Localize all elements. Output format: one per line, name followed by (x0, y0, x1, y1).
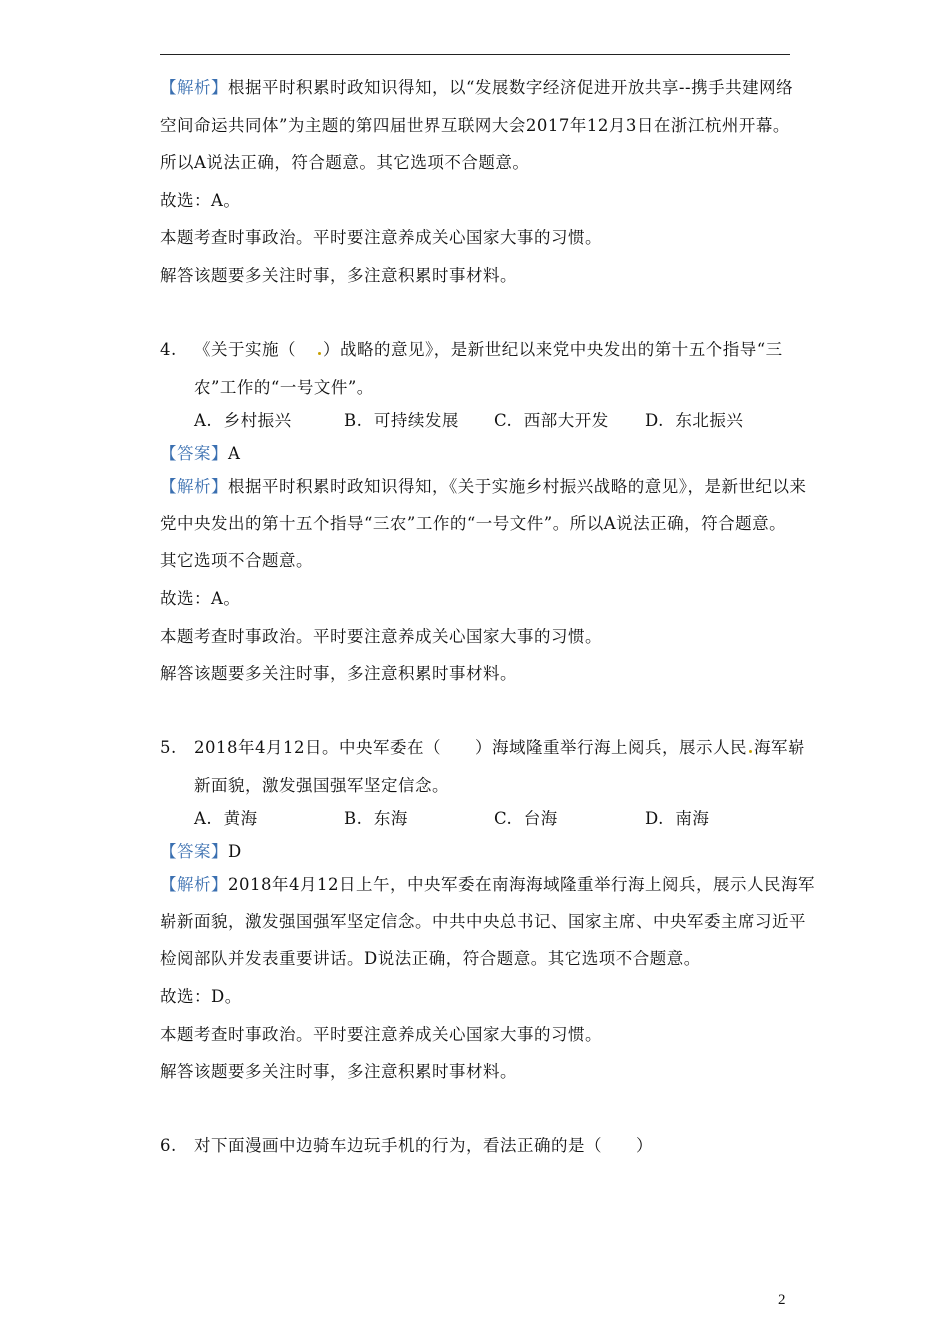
marker-dot (749, 750, 752, 753)
analysis-label: 【解析】 (160, 477, 228, 496)
q4-option-a: A. 乡村振兴 (194, 411, 292, 430)
header-rule (160, 54, 790, 55)
analysis-label: 【解析】 (160, 875, 228, 894)
q5-option-d: D. 南海 (645, 809, 710, 828)
q3-note-1: 本题考查时事政治。平时要注意养成关心国家大事的习惯。 (160, 228, 602, 247)
q4-option-c: C. 西部大开发 (494, 411, 609, 430)
q4-note-2: 解答该题要多关注时事，多注意积累时事材料。 (160, 664, 517, 683)
q5-stem-line-2: 新面貌，激发强国强军坚定信念。 (194, 776, 449, 795)
q5-analysis-line-2: 崭新面貌，激发强国强军坚定信念。中共中央总书记、国家主席、中央军委主席习近平 (160, 912, 806, 931)
q5-stem-line-1: 5. 2018年4月12日。中央军委在（ ）海域隆重举行海上阅兵，展示人民 海军崭 (160, 738, 805, 757)
q3-analysis-line-1: 【解析】根据平时积累时政知识得知，以“发展数字经济促进开放共享--携手共建网络 (160, 78, 794, 97)
q6-stem: 6. 对下面漫画中边骑车边玩手机的行为，看法正确的是（ ） (160, 1136, 653, 1155)
q5-analysis-line-3: 检阅部队并发表重要讲话。D说法正确，符合题意。其它选项不合题意。 (160, 949, 701, 968)
answer-label: 【答案】 (160, 842, 228, 861)
q4-note-1: 本题考查时事政治。平时要注意养成关心国家大事的习惯。 (160, 627, 602, 646)
page-number: 2 (778, 1292, 786, 1308)
q5-note-1: 本题考查时事政治。平时要注意养成关心国家大事的习惯。 (160, 1025, 602, 1044)
q3-note-2: 解答该题要多关注时事，多注意积累时事材料。 (160, 266, 517, 285)
q4-number: 4. (160, 340, 177, 359)
q4-choose: 故选：A。 (160, 589, 241, 608)
q4-answer: 【答案】A (160, 444, 241, 463)
q5-answer: 【答案】D (160, 842, 242, 861)
q4-stem-line-1: 4. 《关于实施（ ）战略的意见》，是新世纪以来党中央发出的第十五个指导“三 (160, 340, 783, 359)
q5-option-a: A. 黄海 (194, 809, 258, 828)
analysis-label: 【解析】 (160, 78, 228, 97)
q5-choose: 故选：D。 (160, 987, 242, 1006)
answer-label: 【答案】 (160, 444, 228, 463)
q3-analysis-line-2: 空间命运共同体”为主题的第四届世界互联网大会2017年12月3日在浙江杭州开幕。 (160, 116, 790, 135)
q4-analysis-line-2: 党中央发出的第十五个指导“三农”工作的“一号文件”。所以A说法正确，符合题意。 (160, 514, 787, 533)
q4-stem-line-2: 农”工作的“一号文件”。 (194, 378, 374, 397)
q4-analysis-line-1: 【解析】根据平时积累时政知识得知，《关于实施乡村振兴战略的意见》，是新世纪以来 (160, 477, 807, 496)
q5-option-b: B. 东海 (344, 809, 408, 828)
q5-number: 5. (160, 738, 177, 757)
q5-option-c: C. 台海 (494, 809, 558, 828)
q6-number: 6. (160, 1136, 177, 1155)
q5-note-2: 解答该题要多关注时事，多注意积累时事材料。 (160, 1062, 517, 1081)
q4-option-d: D. 东北振兴 (645, 411, 744, 430)
marker-dot (318, 352, 321, 355)
q4-analysis-line-3: 其它选项不合题意。 (160, 551, 313, 570)
q3-choose: 故选：A。 (160, 191, 241, 210)
q3-analysis-line-3: 所以A说法正确，符合题意。其它选项不合题意。 (160, 153, 530, 172)
q5-analysis-line-1: 【解析】2018年4月12日上午，中央军委在南海海域隆重举行海上阅兵，展示人民海军 (160, 875, 815, 894)
q4-option-b: B. 可持续发展 (344, 411, 459, 430)
